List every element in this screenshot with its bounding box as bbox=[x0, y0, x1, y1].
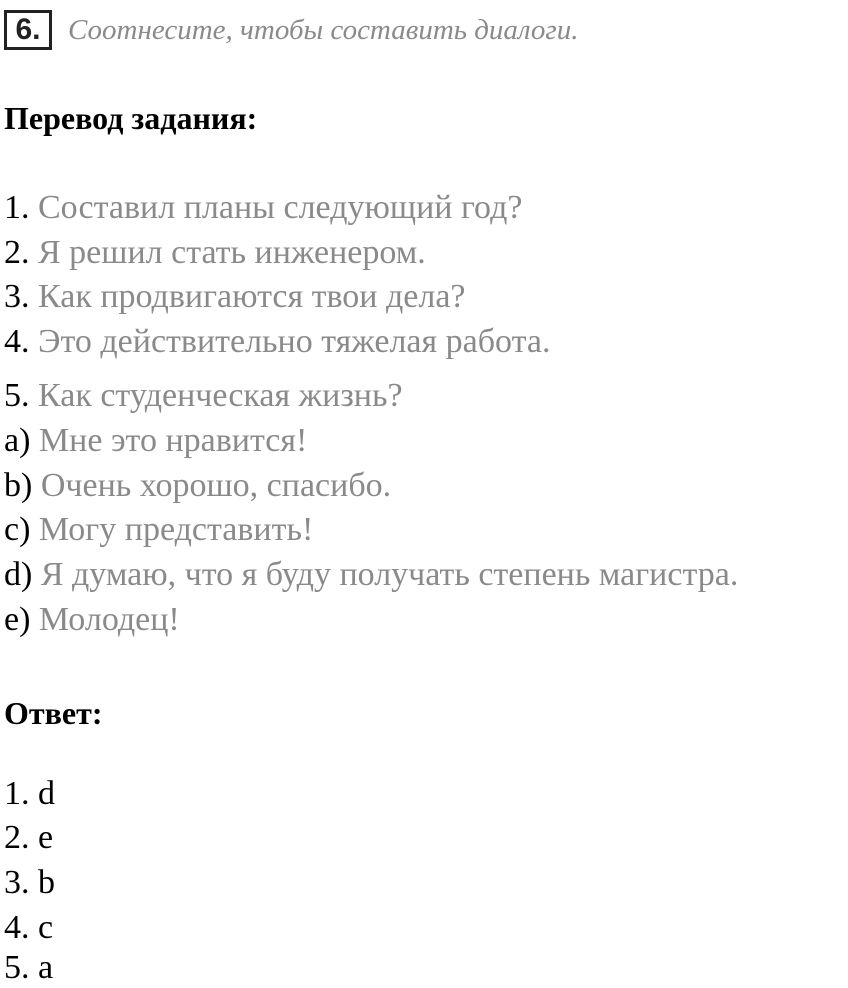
question-text: Как продвигаются твои дела? bbox=[29, 278, 466, 315]
question-text: Составил планы следующий год? bbox=[29, 189, 523, 226]
question-item-1 bbox=[4, 188, 522, 228]
question-number: 4. bbox=[4, 323, 30, 360]
response-letter: a) bbox=[4, 422, 31, 459]
response-item-c bbox=[4, 510, 313, 550]
response-text: Молодец! bbox=[30, 601, 180, 638]
answer-letter: a bbox=[29, 949, 54, 986]
question-text: Это действительно тяжелая работа. bbox=[29, 323, 551, 360]
question-number: 1. bbox=[4, 189, 30, 226]
response-item-e bbox=[4, 600, 180, 640]
response-letter: d) bbox=[4, 556, 33, 593]
question-number: 5. bbox=[4, 377, 30, 414]
question-text: Как студенческая жизнь? bbox=[29, 377, 403, 414]
response-text: Я думаю, что я буду получать степень магистра. bbox=[32, 556, 739, 593]
answer-number: 3. bbox=[4, 864, 30, 901]
question-item-5 bbox=[4, 376, 403, 416]
question-number: 3. bbox=[4, 278, 30, 315]
task-header bbox=[4, 8, 578, 52]
answer-letter: b bbox=[29, 864, 55, 901]
answer-item-2 bbox=[4, 818, 53, 858]
task-number-badge: 6. bbox=[4, 10, 52, 50]
answer-item-1 bbox=[4, 774, 55, 814]
response-text: Мне это нравится! bbox=[30, 422, 308, 459]
answer-letter: e bbox=[29, 819, 54, 856]
answer-number: 5. bbox=[4, 949, 30, 986]
response-letter: b) bbox=[4, 467, 33, 504]
question-item-2 bbox=[4, 233, 426, 273]
answer-item-3 bbox=[4, 863, 55, 903]
answer-letter: c bbox=[29, 909, 54, 946]
question-item-3 bbox=[4, 277, 466, 317]
response-letter: c) bbox=[4, 511, 31, 548]
answer-item-4 bbox=[4, 908, 53, 948]
response-text: Очень хорошо, спасибо. bbox=[32, 467, 392, 504]
answer-number: 2. bbox=[4, 819, 30, 856]
response-item-a bbox=[4, 421, 307, 461]
response-letter: e) bbox=[4, 601, 31, 638]
question-item-4 bbox=[4, 322, 550, 362]
response-text: Могу представить! bbox=[30, 511, 314, 548]
answer-item-5 bbox=[4, 948, 53, 988]
task-instruction: Соотнесите, чтобы составить диалоги. bbox=[68, 13, 579, 46]
question-number: 2. bbox=[4, 234, 30, 271]
response-item-d bbox=[4, 555, 738, 595]
answer-number: 4. bbox=[4, 909, 30, 946]
answer-letter: d bbox=[29, 775, 55, 812]
answer-heading: Ответ: bbox=[4, 695, 103, 731]
response-item-b bbox=[4, 466, 391, 506]
translation-heading: Перевод задания: bbox=[4, 100, 258, 136]
question-text: Я решил стать инженером. bbox=[29, 234, 426, 271]
answer-number: 1. bbox=[4, 775, 30, 812]
